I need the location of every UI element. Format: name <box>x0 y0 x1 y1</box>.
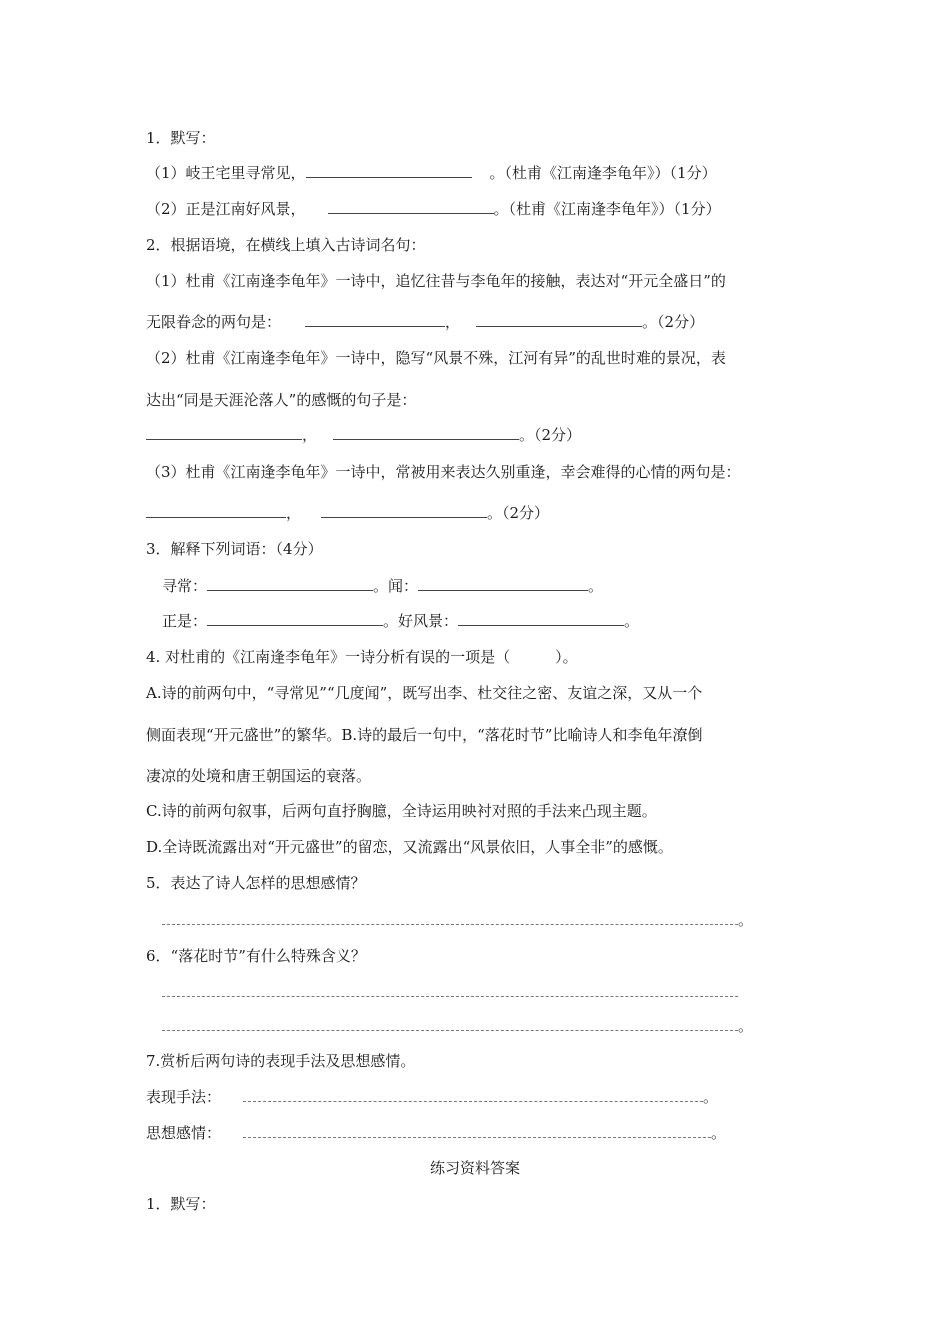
q3-row-1 <box>162 576 603 596</box>
q4-option-c: C.诗的前两句叙事，后两句直抒胸臆，全诗运用映衬对照的手法来凸现主题。 <box>146 802 657 820</box>
q1-item-2 <box>146 199 721 219</box>
answer-blank[interactable] <box>333 425 519 440</box>
q3-word-3: 正是： <box>162 612 208 630</box>
answer-blank[interactable] <box>146 425 302 440</box>
q6-answer-line-1 <box>162 982 738 1002</box>
q7-label-technique: 表现手法： <box>146 1088 222 1106</box>
q2-item-3-tail: 。（2分） <box>487 504 550 522</box>
q5-answer <box>162 910 753 930</box>
period: 。 <box>738 911 754 929</box>
q2-item-2-tail: 。（2分） <box>519 426 582 444</box>
q4-option-a-line1: A.诗的前两句中，“寻常见”“几度闻”，既写出李、杜交往之密、友谊之深，又从一个 <box>146 684 703 702</box>
q2-item-3-answers <box>146 503 549 523</box>
q1-item-1-text: （1）岐王宅里寻常见， <box>146 164 306 182</box>
answer-blank[interactable] <box>207 611 383 626</box>
answer-line[interactable] <box>243 1087 703 1102</box>
answer-blank[interactable] <box>328 199 494 214</box>
q4-title: 4. 对杜甫的《江南逢李龟年》一诗分析有误的一项是（ ）。 <box>146 648 578 666</box>
q4-option-a-line2: 侧面表现“开元盛世”的繁华。B.诗的最后一句中，“落花时节”比喻诗人和李龟年潦倒 <box>146 726 703 744</box>
answer-blank[interactable] <box>321 503 487 518</box>
q7-row-emotion <box>146 1123 726 1143</box>
q1-item-2-tail: 。（杜甫《江南逢李龟年》）（1分） <box>493 200 721 218</box>
q4-option-a-line3: 凄凉的处境和唐王朝国运的衰落。 <box>146 767 372 785</box>
answer-line[interactable] <box>243 1123 711 1138</box>
separator: ， <box>286 504 302 522</box>
q1-item-1-tail: 。（杜甫《江南逢李龟年》）（1分） <box>489 164 717 182</box>
q2-item-2-line1: （2）杜甫《江南逢李龟年》一诗中，隐写“风景不殊，江河有异”的乱世时难的景况，表 <box>146 349 726 367</box>
period: 。 <box>738 1017 754 1035</box>
answer-line[interactable] <box>162 910 738 925</box>
answer-blank[interactable] <box>418 576 588 591</box>
q2-item-1-tail: 。（2分） <box>642 313 705 331</box>
q3-word-1: 寻常： <box>162 577 208 595</box>
answer-blank[interactable] <box>458 611 624 626</box>
period: 。 <box>588 577 604 595</box>
q2-title: 2．根据语境，在横线上填入古诗词名句： <box>146 236 426 254</box>
period: 。 <box>703 1088 719 1106</box>
q1-title: 1．默写： <box>146 129 216 147</box>
q1-item-1 <box>146 163 717 183</box>
q2-item-1-line2 <box>146 312 704 332</box>
answer-line[interactable] <box>162 982 738 997</box>
q7-title: 7.赏析后两句诗的表现手法及思想感情。 <box>146 1052 416 1070</box>
q2-item-1-line1: （1）杜甫《江南逢李龟年》一诗中，追忆往昔与李龟年的接触，表达对“开元全盛日”的 <box>146 272 726 290</box>
q6-answer-line-2 <box>162 1016 753 1036</box>
period: 。 <box>624 612 640 630</box>
q7-label-emotion: 思想感情： <box>146 1124 222 1142</box>
q3-word-2: 。闻： <box>373 577 419 595</box>
period: 。 <box>711 1124 727 1142</box>
answer-blank[interactable] <box>146 503 286 518</box>
q2-item-1-prompt: 无限眷念的两句是： <box>146 313 282 331</box>
q7-row-technique <box>146 1087 718 1107</box>
q6-title: 6．“落花时节”有什么特殊含义？ <box>146 947 366 965</box>
q3-title: 3．解释下列词语：（4分） <box>146 540 323 558</box>
q1-item-2-text: （2）正是江南好风景， <box>146 200 306 218</box>
q2-item-2-line2: 达出“同是天涯沦落人”的感慨的句子是： <box>146 391 417 409</box>
q3-word-4: 。好风景： <box>383 612 459 630</box>
answer-blank[interactable] <box>305 312 445 327</box>
q2-item-2-answers <box>146 425 581 445</box>
q4-option-d: D.全诗既流露出对“开元盛世”的留恋，又流露出“风景依旧，人事全非”的感慨。 <box>146 838 673 856</box>
answers-q1-title: 1．默写： <box>146 1195 216 1213</box>
answer-line[interactable] <box>162 1016 738 1031</box>
q2-item-3-line1: （3）杜甫《江南逢李龟年》一诗中，常被用来表达久别重逢，幸会难得的心情的两句是： <box>146 463 741 481</box>
answers-heading: 练习资料答案 <box>429 1159 520 1177</box>
q3-row-2 <box>162 611 639 631</box>
answer-blank[interactable] <box>476 312 642 327</box>
separator: ， <box>302 426 318 444</box>
answer-blank[interactable] <box>306 163 472 178</box>
q5-title: 5．表达了诗人怎样的思想感情？ <box>146 874 366 892</box>
answer-blank[interactable] <box>207 576 373 591</box>
separator: ， <box>445 313 461 331</box>
